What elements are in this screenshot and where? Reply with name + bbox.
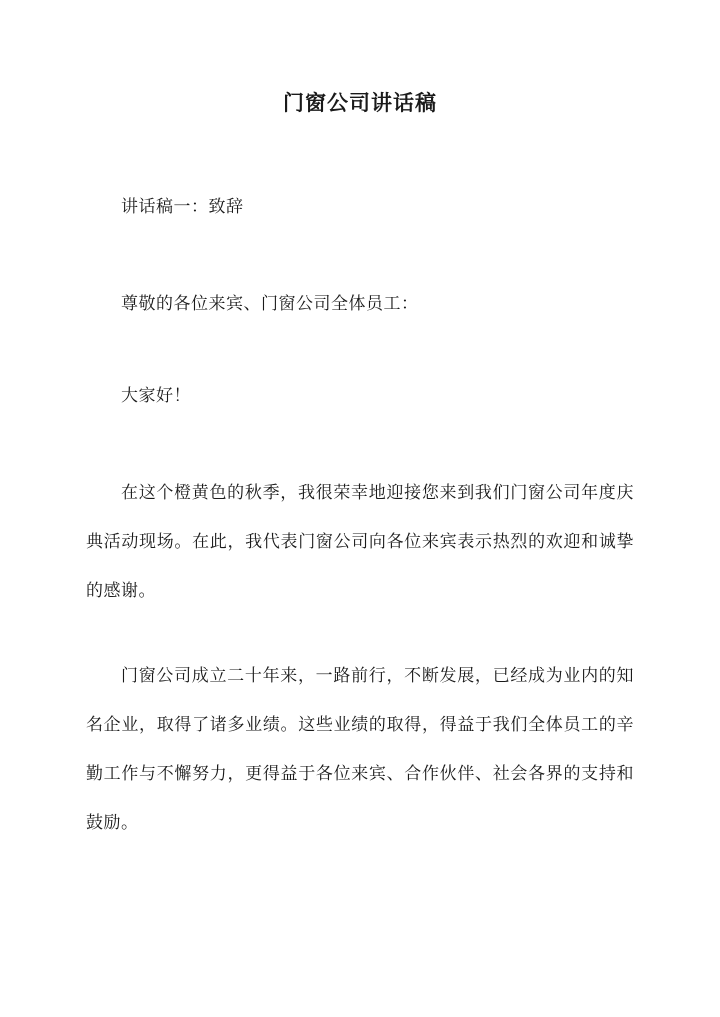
paragraph-company-history: 门窗公司成立二十年来，一路前行，不断发展，已经成为业内的知名企业，取得了诸多业绩。这些业绩的取得，得益于我们全体员工的辛勤工作与不懈努力，更得益于各位来宾、合作伙伴、社会各界的支持和鼓励。 <box>86 666 634 833</box>
paragraph-heading: 讲话稿一：致辞 <box>121 197 244 217</box>
paragraph-salutation: 尊敬的各位来宾、门窗公司全体员工： <box>121 294 419 314</box>
document-title: 门窗公司讲话稿 <box>283 90 437 115</box>
paragraph-greeting: 大家好！ <box>121 386 191 406</box>
paragraph-welcome: 在这个橙黄色的秋季，我很荣幸地迎接您来到我们门窗公司年度庆典活动现场。在此，我代表门窗公司向各位来宾表示热烈的欢迎和诚挚的感谢。 <box>86 483 634 601</box>
